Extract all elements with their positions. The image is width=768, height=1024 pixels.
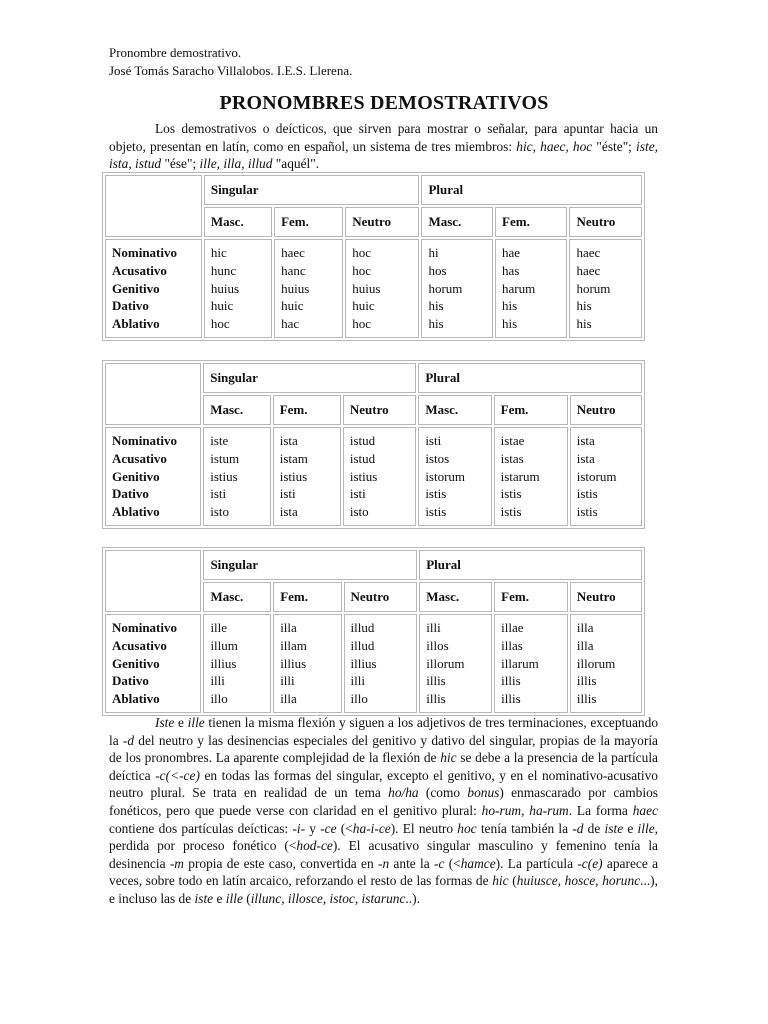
declined-form: illa <box>576 620 594 635</box>
form-column <box>418 427 491 526</box>
gender-header: Neutro <box>343 395 416 425</box>
text-run: se debe a la presencia de la partícula deíctica <box>109 750 658 783</box>
declined-form: illi <box>280 673 295 689</box>
form-column <box>345 239 419 338</box>
gender-header: Fem. <box>495 207 567 237</box>
declined-form: hoc <box>352 245 372 260</box>
declined-form: isti <box>279 486 296 502</box>
declined-form: istis <box>425 486 447 502</box>
declined-form: huic <box>352 298 375 314</box>
form-column <box>494 614 568 713</box>
declined-form: istius <box>279 468 308 484</box>
case-label: Nominativo <box>112 433 177 448</box>
form-column <box>421 239 493 338</box>
text-run: , perdida por proceso fonético (< <box>109 820 658 854</box>
gender-header: Masc. <box>204 207 272 237</box>
declined-form: haec <box>281 245 305 260</box>
italic-term: illunc, illosce, istoc, istarunc <box>250 890 406 906</box>
form-column <box>569 239 642 338</box>
text-run: tienen la misma flexión y siguen a los adjetivos de tres terminaciones, exceptuando la <box>109 715 659 748</box>
declined-form: istae <box>500 433 525 448</box>
gender-header: Neutro <box>569 207 642 237</box>
declined-form: illis <box>426 691 446 707</box>
declined-form: illas <box>501 637 523 653</box>
gender-header: Neutro <box>570 395 642 425</box>
declined-form: his <box>502 316 518 332</box>
declined-form: ista <box>576 450 595 466</box>
form-column <box>274 239 343 338</box>
declined-form: illis <box>501 673 521 689</box>
text-run: propia de este caso, convertida en <box>183 855 378 871</box>
text-run: ). El acusativo singular masculino y femenino tenía la desinencia <box>109 838 658 871</box>
italic-term: iste <box>194 890 214 906</box>
declined-form: hoc <box>210 316 230 332</box>
declined-form: istorum <box>576 468 617 484</box>
declined-form: illa <box>280 691 297 707</box>
declined-form: has <box>502 262 520 278</box>
singular-header: Singular <box>204 175 420 205</box>
singular-header: Singular <box>203 550 417 580</box>
italic-term: huiusce, hosce, horunc <box>516 873 641 889</box>
singular-header: Singular <box>203 363 416 393</box>
case-label: Nominativo <box>112 245 177 260</box>
text-run: de <box>583 820 605 836</box>
text-run: . La forma <box>568 802 633 818</box>
declined-form: hos <box>428 262 447 278</box>
declined-form: isti <box>425 433 442 448</box>
declined-form: illi <box>210 673 225 689</box>
italic-term: ho-rum, ha-rum <box>481 802 569 818</box>
plural-header: Plural <box>419 550 642 580</box>
italic-term: bonus <box>467 785 500 801</box>
text-run: ). La partícula <box>495 855 578 871</box>
declined-form: illarum <box>501 655 539 671</box>
declined-form: isti <box>349 486 366 502</box>
italic-term: ille <box>187 715 205 730</box>
case-labels <box>105 427 201 526</box>
declined-form: illi <box>426 620 441 635</box>
text-run: ( <box>508 873 517 889</box>
declined-form: hanc <box>281 262 306 278</box>
declined-form: istius <box>349 468 378 484</box>
italic-term: hod-ce <box>296 838 333 854</box>
italic-term: ille <box>637 820 655 836</box>
declined-form: illius <box>210 655 237 671</box>
declined-form: illud <box>350 637 375 653</box>
gender-header: Fem. <box>274 207 343 237</box>
italic-term: -ce <box>320 820 337 836</box>
declined-form: his <box>576 316 592 332</box>
case-label: Ablativo <box>112 504 160 520</box>
text-run: e <box>213 890 226 906</box>
italic-term: iste <box>604 820 624 836</box>
declined-form: istos <box>425 450 450 466</box>
declined-form: illis <box>426 673 446 689</box>
case-label: Dativo <box>112 673 149 689</box>
declined-form: istis <box>500 504 522 520</box>
document-header <box>109 44 352 80</box>
text-run: "ése"; <box>161 156 200 172</box>
case-label: Acusativo <box>112 450 167 466</box>
declined-form: istas <box>500 450 524 466</box>
italic-term: ille <box>225 890 243 906</box>
declined-form: istam <box>279 450 308 466</box>
header-author: José Tomás Saracho Villalobos. I.E.S. Llerena. <box>109 63 353 78</box>
case-label: Nominativo <box>112 620 177 635</box>
declined-form: isti <box>210 486 227 502</box>
form-column <box>273 614 341 713</box>
declined-form: ille <box>210 620 228 635</box>
gender-header: Neutro <box>570 582 642 612</box>
declined-form: iste <box>210 433 229 448</box>
declined-form: illae <box>501 620 524 635</box>
text-run: tenía también la <box>476 820 573 836</box>
text-run: del neutro y las desinencias especiales del genitivo y dativo del singular, propias de la mayoría de los pronombres. La aparente complejidad de la flexión de <box>109 732 659 766</box>
form-column <box>495 239 567 338</box>
declined-form: huius <box>210 280 240 296</box>
case-label: Genitivo <box>112 468 160 484</box>
italic-term: Iste <box>155 715 175 730</box>
declined-form: illorum <box>426 655 465 671</box>
declined-form: istis <box>576 504 598 520</box>
declined-form: istud <box>349 433 376 448</box>
declined-form: huic <box>281 298 304 314</box>
explanation-paragraph <box>109 714 658 908</box>
italic-term: ha-i-ce <box>352 820 391 836</box>
declined-form: illius <box>280 655 307 671</box>
declined-form: hae <box>502 245 521 260</box>
case-label: Ablativo <box>112 316 160 332</box>
declined-form: hoc <box>352 316 372 332</box>
corner-cell <box>105 363 201 425</box>
declined-form: hac <box>281 316 300 332</box>
form-column <box>203 427 270 526</box>
declined-form: illorum <box>576 655 616 671</box>
declined-form: his <box>502 298 518 314</box>
corner-cell <box>105 550 201 612</box>
gender-header: Fem. <box>494 582 568 612</box>
declined-form: haec <box>576 245 601 260</box>
declined-form: illa <box>576 637 594 653</box>
text-run: "éste"; <box>592 138 637 154</box>
plural-header: Plural <box>421 175 642 205</box>
gender-header: Fem. <box>273 395 341 425</box>
italic-term: -n <box>377 855 390 871</box>
text-run: ( <box>242 890 251 906</box>
declined-form: illo <box>350 691 368 707</box>
form-column <box>203 614 271 713</box>
declined-form: illis <box>576 673 597 689</box>
text-run: contiene dos partículas deícticas: <box>109 820 293 836</box>
declined-form: harum <box>502 280 536 296</box>
declension-table-ille <box>102 547 645 716</box>
declined-form: illos <box>426 637 449 653</box>
text-run: ..). <box>405 890 420 906</box>
form-column <box>344 614 418 713</box>
italic-term: iste, ista, istud <box>109 138 658 172</box>
declined-form: illam <box>280 637 307 653</box>
gender-header: Neutro <box>344 582 418 612</box>
italic-term: ho/ha <box>388 785 419 801</box>
declined-form: horum <box>428 280 463 296</box>
case-label: Genitivo <box>112 280 160 296</box>
italic-term: -c <box>434 855 445 871</box>
text-run: ante la <box>389 855 434 871</box>
declined-form: isto <box>349 504 369 520</box>
declined-form: illa <box>280 620 297 635</box>
text-run: ) enmascarado por cambios fonéticos, pero que puede verse con claridad en el genitivo plural: <box>109 785 658 818</box>
gender-header: Masc. <box>203 395 270 425</box>
form-column <box>343 427 416 526</box>
text-run: ). El neutro <box>390 820 458 836</box>
italic-term: -i- <box>292 820 306 836</box>
form-column <box>494 427 568 526</box>
italic-term: hic <box>440 750 457 766</box>
header-subject: Pronombre demostrativo. <box>109 45 242 60</box>
italic-term: hamce <box>460 855 496 871</box>
case-label: Dativo <box>112 486 149 502</box>
declined-form: istis <box>576 486 598 502</box>
declined-form: illi <box>350 673 365 689</box>
gender-header: Fem. <box>273 582 341 612</box>
text-run: e <box>623 820 638 836</box>
italic-term: -m <box>169 855 184 871</box>
italic-term: haec <box>632 802 658 818</box>
form-column <box>570 427 642 526</box>
declined-form: ista <box>279 433 298 448</box>
text-run: (< <box>336 820 353 836</box>
case-label: Acusativo <box>112 637 167 653</box>
form-column <box>570 614 642 713</box>
declined-form: huius <box>352 280 381 296</box>
declined-form: hoc <box>352 262 372 278</box>
italic-term: -d <box>572 820 584 836</box>
case-labels <box>105 614 201 713</box>
declined-form: his <box>428 316 444 332</box>
plural-header: Plural <box>418 363 642 393</box>
text-run: aparece a veces, sobre todo en latín arcaico, reforzando el resto de las formas de <box>109 855 659 889</box>
declined-form: istis <box>425 504 447 520</box>
declined-form: illud <box>350 620 375 635</box>
declined-form: illo <box>210 691 228 707</box>
italic-term: hic, haec, hoc <box>516 138 593 154</box>
declined-form: his <box>428 298 444 314</box>
declined-form: ista <box>279 504 298 520</box>
declined-form: haec <box>576 262 601 278</box>
declined-form: huic <box>210 298 234 314</box>
declined-form: his <box>576 298 592 314</box>
declined-form: illius <box>350 655 377 671</box>
declined-form: hic <box>210 245 227 260</box>
declined-form: istum <box>210 450 240 466</box>
text-run: "aquél". <box>272 156 320 172</box>
case-label: Acusativo <box>112 262 167 278</box>
gender-header: Neutro <box>345 207 419 237</box>
italic-term: -c(<-ce) <box>155 767 200 783</box>
declined-form: horum <box>576 280 611 296</box>
text-run: en todas las formas del singular, excepto el genitivo, y en el nominativo-acusativo neutro plural. Se trata en realidad de un tema <box>109 767 658 801</box>
text-run: Los demostrativos o deícticos, que sirven para mostrar o señalar, para apuntar hacia un objeto, presentan en latín, como en español, un sistema de tres miembros: <box>109 121 658 154</box>
declined-form: illis <box>576 691 597 707</box>
italic-term: -d <box>122 732 135 748</box>
gender-header: Fem. <box>494 395 568 425</box>
declined-form: illis <box>501 691 521 707</box>
declension-table-iste <box>102 360 645 529</box>
text-run: ...), e incluso las de <box>109 873 658 906</box>
italic-term: -c(e) <box>577 855 603 871</box>
italic-term: ille, illa, illud <box>199 156 273 172</box>
gender-header: Masc. <box>419 582 492 612</box>
text-run: (como <box>418 785 468 801</box>
declined-form: istius <box>210 468 238 484</box>
declined-form: istud <box>349 450 376 466</box>
italic-term: hic <box>492 873 509 889</box>
declined-form: huius <box>281 280 310 296</box>
declined-form: hunc <box>210 262 237 278</box>
case-labels <box>105 239 202 338</box>
declension-table-hic <box>102 172 645 341</box>
text-run: (< <box>444 855 461 871</box>
gender-header: Masc. <box>421 207 493 237</box>
declined-form: illum <box>210 637 238 653</box>
intro-paragraph <box>109 120 658 173</box>
declined-form: istarum <box>500 468 540 484</box>
declined-form: istis <box>500 486 522 502</box>
declined-form: hi <box>428 245 439 260</box>
form-column <box>204 239 272 338</box>
case-label: Ablativo <box>112 691 160 707</box>
text-run: e <box>174 715 188 730</box>
declined-form: isto <box>210 504 230 520</box>
form-column <box>273 427 341 526</box>
italic-term: hoc <box>457 820 477 836</box>
declined-form: ista <box>576 433 595 448</box>
case-label: Dativo <box>112 298 149 314</box>
corner-cell <box>105 175 202 237</box>
page-title: PRONOMBRES DEMOSTRATIVOS <box>219 92 549 114</box>
text-run: y <box>305 820 321 836</box>
gender-header: Masc. <box>418 395 491 425</box>
gender-header: Masc. <box>203 582 271 612</box>
case-label: Genitivo <box>112 655 160 671</box>
form-column <box>419 614 492 713</box>
declined-form: istorum <box>425 468 466 484</box>
